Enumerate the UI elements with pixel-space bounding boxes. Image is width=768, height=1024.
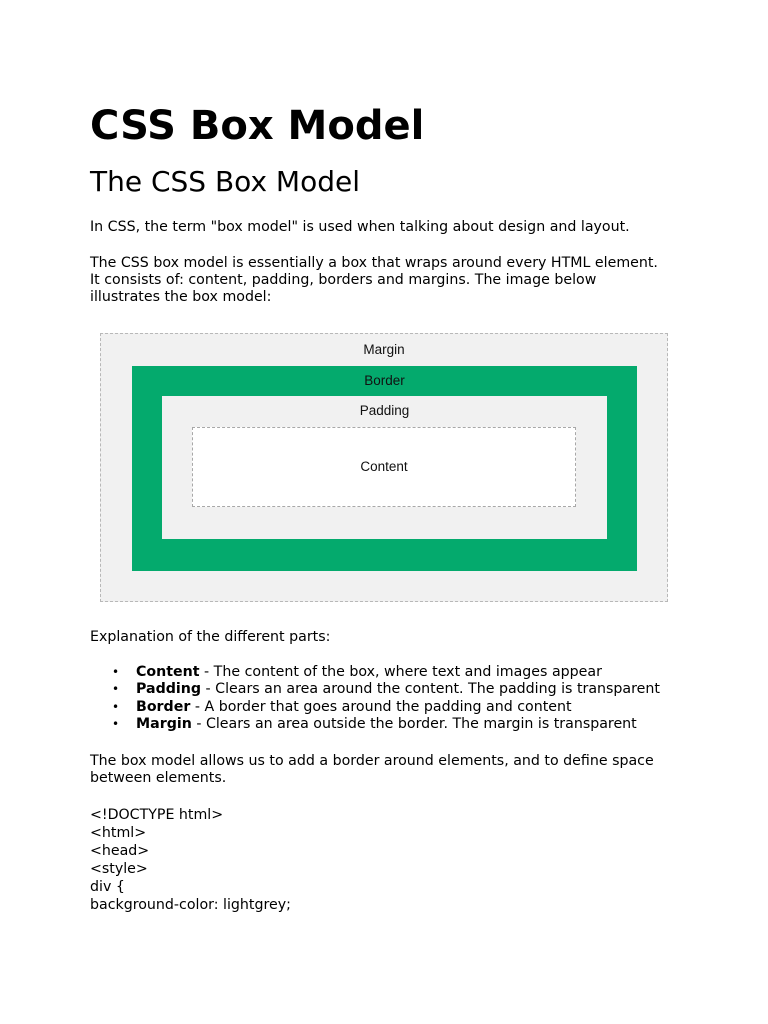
box-model-diagram bbox=[100, 333, 668, 602]
list-item bbox=[90, 681, 710, 698]
list-item-term: Content bbox=[136, 664, 200, 680]
bullet-icon: • bbox=[112, 699, 120, 714]
parts-list bbox=[90, 664, 710, 734]
code-line: background-color: lightgrey; bbox=[90, 897, 291, 913]
list-item bbox=[90, 664, 710, 681]
summary-line: between elements. bbox=[90, 770, 227, 786]
bullet-icon: • bbox=[112, 717, 120, 732]
section-heading: The CSS Box Model bbox=[90, 165, 360, 198]
content-label: Content bbox=[360, 459, 408, 474]
description-line: The CSS box model is essentially a box that wraps around every HTML element. bbox=[90, 255, 658, 271]
code-line: <head> bbox=[90, 843, 150, 859]
list-item-term: Border bbox=[136, 698, 191, 715]
border-label: Border bbox=[364, 373, 405, 388]
list-item-desc: - Clears an area around the content. The padding is transparent bbox=[201, 681, 660, 698]
padding-label: Padding bbox=[359, 403, 410, 418]
explanation-heading: Explanation of the different parts: bbox=[90, 629, 331, 645]
page-title: CSS Box Model bbox=[90, 103, 425, 149]
summary-paragraph bbox=[90, 753, 690, 787]
code-line: <html> bbox=[90, 825, 147, 841]
description-paragraph bbox=[90, 255, 690, 306]
bullet-icon: • bbox=[112, 665, 120, 679]
bullet-icon: • bbox=[112, 682, 120, 697]
list-item-term: Margin bbox=[136, 716, 192, 733]
description-line: It consists of: content, padding, borders and margins. The image below bbox=[90, 272, 597, 288]
border-area bbox=[132, 366, 637, 571]
code-line: div { bbox=[90, 879, 125, 895]
list-item-term: Padding bbox=[136, 681, 202, 698]
intro-paragraph: In CSS, the term "box model" is used when talking about design and layout. bbox=[90, 219, 630, 235]
summary-line: The box model allows us to add a border around elements, and to define space bbox=[90, 753, 654, 769]
code-snippet bbox=[90, 806, 291, 914]
padding-area bbox=[162, 396, 607, 539]
list-item-desc: - The content of the box, where text and images appear bbox=[199, 664, 602, 680]
list-item bbox=[90, 699, 710, 716]
list-item bbox=[90, 716, 710, 733]
description-line: illustrates the box model: bbox=[90, 289, 272, 305]
code-line: <style> bbox=[90, 861, 148, 877]
content-area bbox=[192, 427, 576, 507]
list-item-desc: - Clears an area outside the border. The margin is transparent bbox=[191, 716, 637, 733]
margin-label: Margin bbox=[363, 342, 405, 357]
list-item-desc: - A border that goes around the padding and content bbox=[190, 698, 572, 715]
code-line: <!DOCTYPE html> bbox=[90, 807, 224, 823]
